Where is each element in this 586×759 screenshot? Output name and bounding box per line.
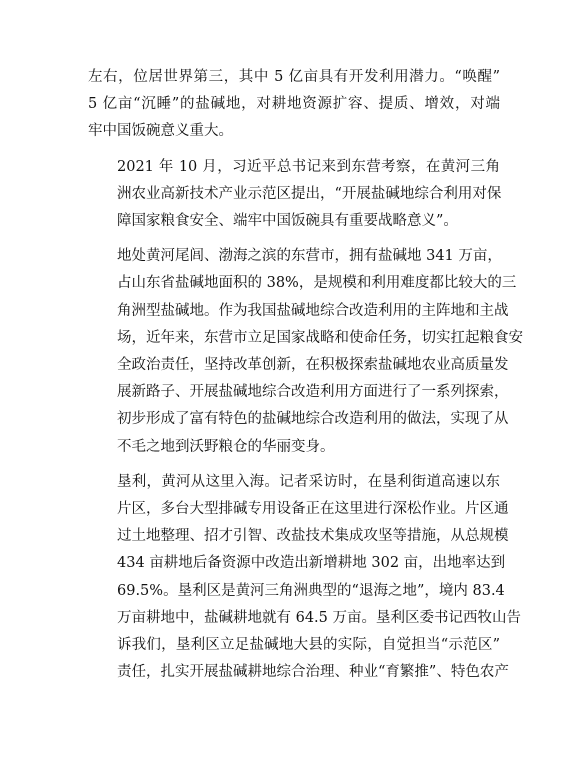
text-line: 片区，多台大型排碱专用设备正在这里进行深松作业。片区通 [117,501,509,518]
text-line: 洲农业高新技术产业示范区提出，“开展盐碱地综合利用对保 [117,185,502,202]
paragraph-3 [88,243,523,461]
text-line: 责任，扎实开展盐碱耕地综合治理、种业“育繁推”、特色农产 [117,664,509,681]
text-line: 占山东省盐碱地面积的 38%，是规模和利用难度都比较大的三 [117,275,517,292]
paragraph-4 [88,469,522,687]
text-line: 垦利，黄河从这里入海。记者采访时，在垦利街道高速以东 [117,473,500,490]
text-line: 角洲型盐碱地。作为我国盐碱地综合改造利用的主阵地和主战 [117,302,509,319]
text-line: 诉我们，垦利区立足盐碱地大县的实际，自觉担当“示范区” [117,637,500,654]
paragraph-1 [88,64,500,146]
text-line: 初步形成了富有特色的盐碱地综合改造利用的做法，实现了从 [117,411,509,428]
paragraph-2 [88,154,500,236]
text-line: 地处黄河尾闾、渤海之滨的东营市，拥有盐碱地 341 万亩， [117,248,502,265]
article-body [88,64,523,694]
text-line: 场，近年来，东营市立足国家战略和使命任务，切实扛起粮食安 [117,329,523,346]
text-line: 过土地整理、招才引智、改盐技术集成攻坚等措施，从总规模 [117,528,509,545]
text-line: 牢中国饭碗意义重大。 [88,123,233,140]
text-line: 展新路子、开展盐碱地综合改造利用方面进行了一系列探索， [117,384,509,401]
text-line: 5 亿亩“沉睡”的盐碱地，对耕地资源扩容、提质、增效，对端 [88,96,500,113]
text-line: 左右，位居世界第三，其中 5 亿亩具有开发利用潜力。“唤醒” [88,69,500,85]
text-line: 全政治责任，坚持改革创新，在积极探索盐碱地农业高质量发 [117,357,509,374]
text-line: 2021 年 10 月，习近平总书记来到东营考察，在黄河三角 [117,158,500,175]
text-line: 69.5%。垦利区是黄河三角洲典型的“退海之地”，境内 83.4 [117,582,505,599]
text-line: 万亩耕地中，盐碱耕地就有 64.5 万亩。垦利区委书记西牧山告 [117,609,522,626]
text-line: 障国家粮食安全、端牢中国饭碗具有重要战略意义”。 [117,213,458,230]
text-line: 434 亩耕地后备资源中改造出新增耕地 302 亩，出地率达到 [117,555,506,572]
text-line: 不毛之地到沃野粮仓的华丽变身。 [117,438,335,455]
